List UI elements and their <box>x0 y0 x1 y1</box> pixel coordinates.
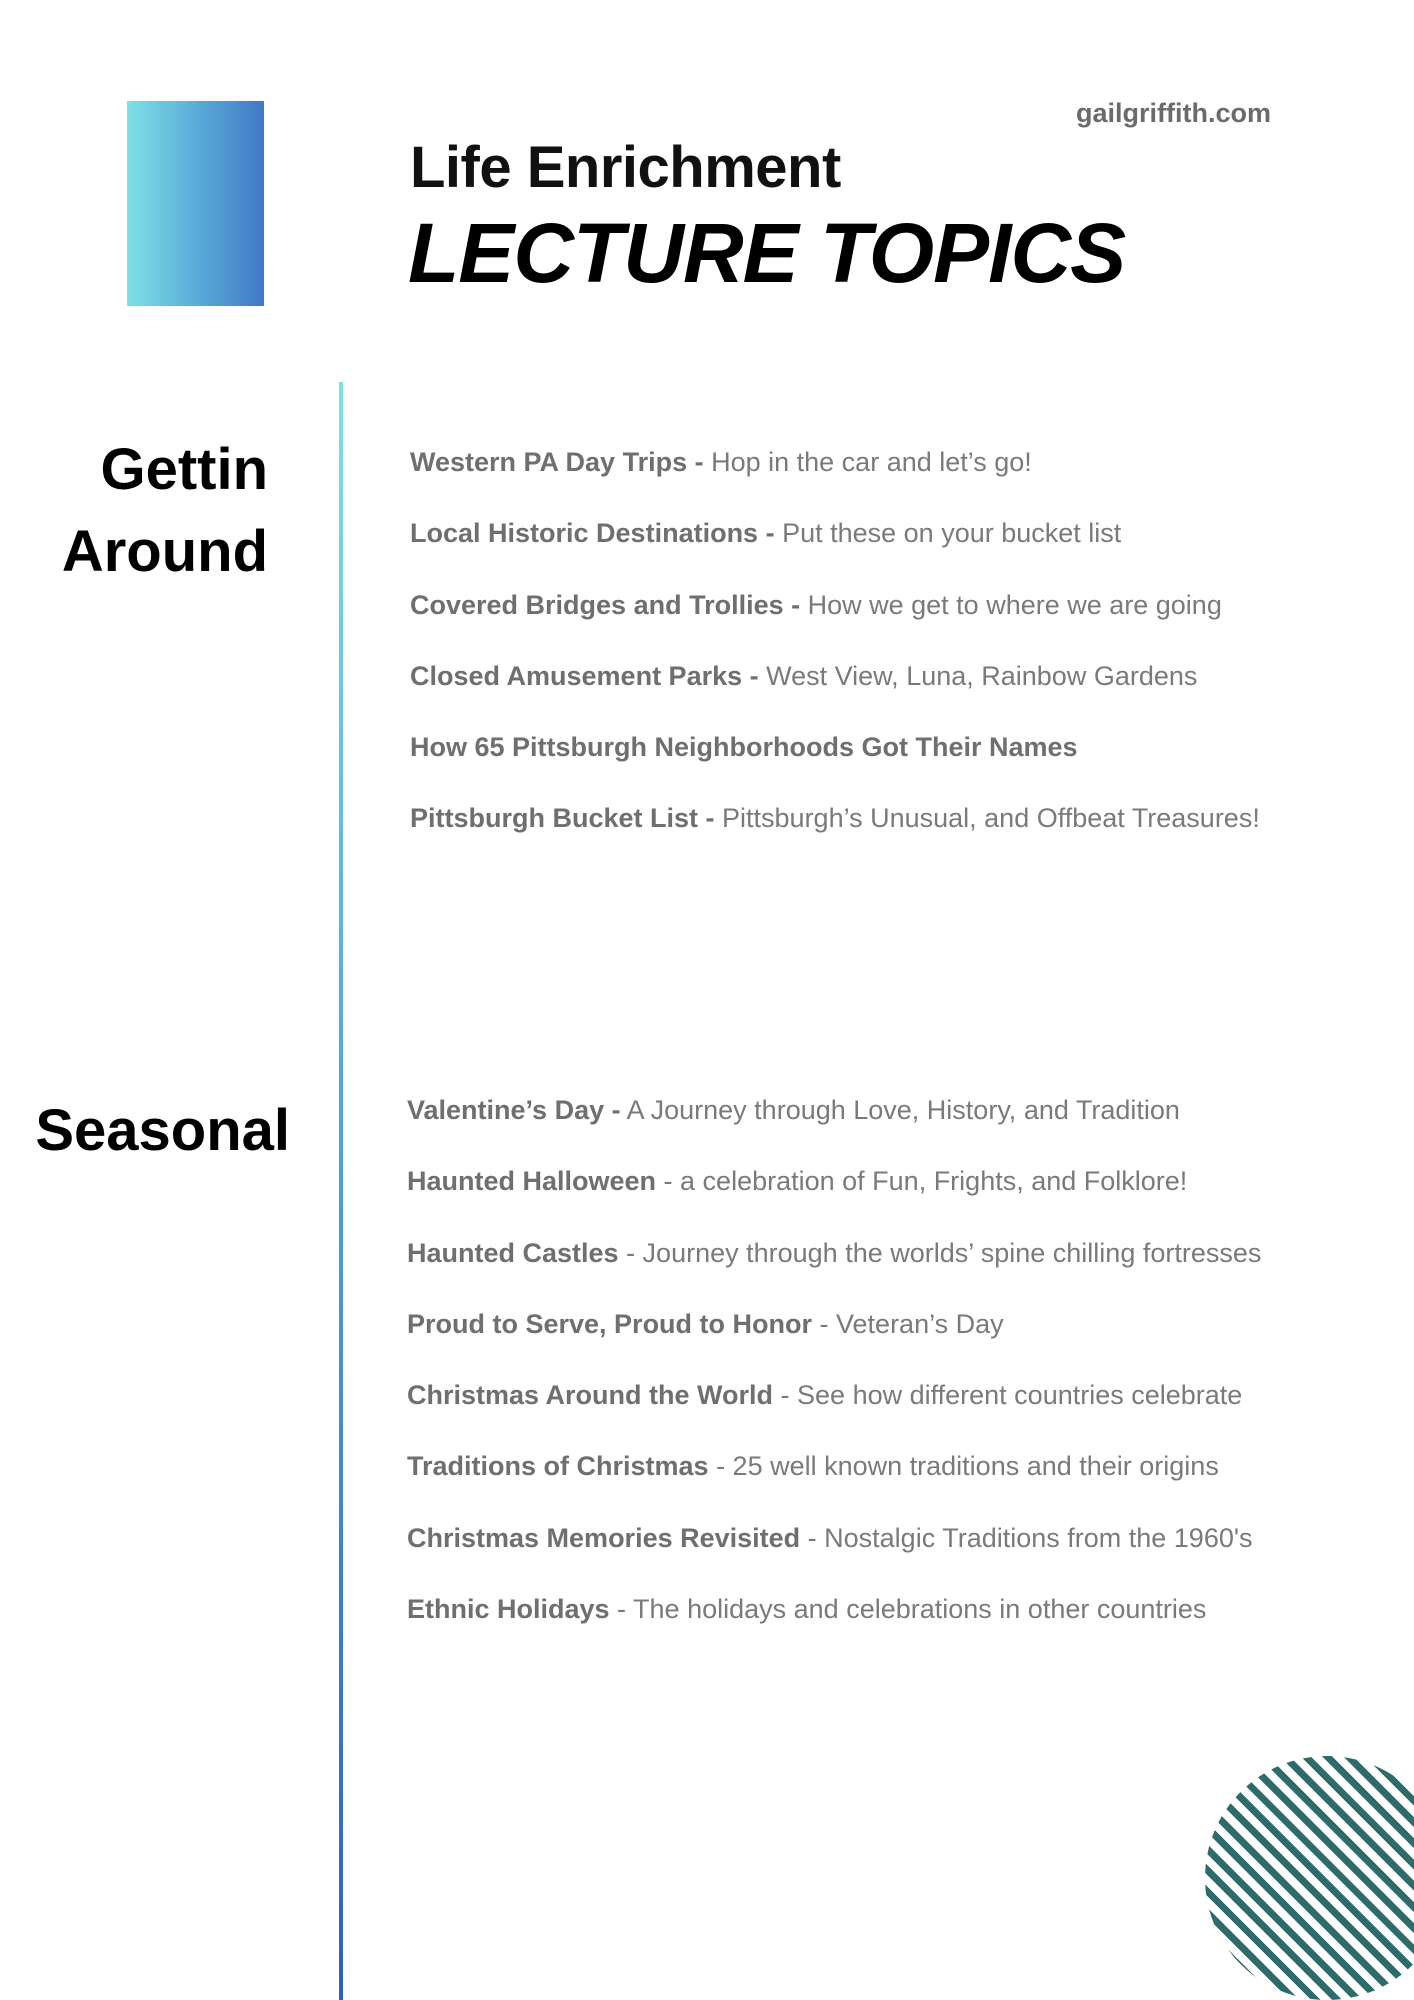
topic-item <box>410 800 1260 871</box>
topic-item <box>410 658 1260 729</box>
topic-item <box>407 1591 1261 1662</box>
title-lecture-topics: LECTURE TOPICS <box>408 206 1126 300</box>
topic-title: Christmas Memories Revisited <box>407 1522 801 1553</box>
section-title-line: Gettin <box>100 437 268 502</box>
topic-title: Valentine’s Day - <box>407 1095 621 1125</box>
topic-item <box>410 729 1260 800</box>
topic-description: - a celebration of Fun, Frights, and Folklore! <box>656 1166 1188 1197</box>
topic-item <box>407 1520 1261 1591</box>
topic-description: How we get to where we are going <box>800 589 1222 620</box>
topic-title: Western PA Day Trips - <box>410 447 704 477</box>
topic-item <box>407 1235 1261 1306</box>
topic-title: Traditions of Christmas <box>407 1451 709 1482</box>
topic-item <box>407 1448 1261 1519</box>
seasonal-topic-list <box>407 1092 1261 1662</box>
section-title-seasonal <box>20 1090 290 1172</box>
topic-item <box>407 1092 1261 1163</box>
topic-description: - 25 well known traditions and their origins <box>708 1451 1219 1482</box>
topic-description: - Nostalgic Traditions from the 1960's <box>800 1522 1253 1553</box>
topic-description: A Journey through Love, History, and Tradition <box>620 1095 1180 1125</box>
topic-description: Put these on your bucket list <box>774 518 1122 549</box>
topic-title: Covered Bridges and Trollies - <box>410 589 801 620</box>
section-title-line: Seasonal <box>35 1098 290 1163</box>
topic-title: Local Historic Destinations - <box>410 518 775 549</box>
topic-title: How 65 Pittsburgh Neighborhoods Got Their Names <box>410 732 1078 763</box>
section-title-gettin-around <box>20 429 268 593</box>
topic-item <box>407 1306 1261 1377</box>
title-life-enrichment: Life Enrichment <box>410 135 841 200</box>
striped-circle-decoration <box>1205 1756 1414 2000</box>
topic-item <box>407 1377 1261 1448</box>
topic-description: Hop in the car and let’s go! <box>703 447 1032 477</box>
topic-title: Haunted Castles <box>407 1237 619 1268</box>
topic-title: Closed Amusement Parks - <box>410 660 759 691</box>
topic-title: Haunted Halloween <box>407 1166 657 1197</box>
topic-item <box>407 1163 1261 1234</box>
topic-title: Ethnic Holidays <box>407 1594 610 1625</box>
topic-item <box>410 444 1260 515</box>
topic-description: - The holidays and celebrations in other countries <box>609 1594 1207 1625</box>
topic-item <box>410 587 1260 658</box>
topic-description: West View, Luna, Rainbow Gardens <box>758 660 1198 691</box>
topic-item <box>410 515 1260 586</box>
section-title-line: Around <box>61 519 268 584</box>
topic-title: Proud to Serve, Proud to Honor <box>407 1308 813 1339</box>
topic-description: - See how different countries celebrate <box>773 1380 1243 1411</box>
topic-title: Christmas Around the World <box>407 1380 774 1411</box>
topic-description: Pittsburgh’s Unusual, and Offbeat Treasures! <box>714 803 1260 834</box>
topic-description: - Veteran’s Day <box>812 1308 1004 1339</box>
website-url[interactable]: gailgriffith.com <box>1076 98 1271 128</box>
topic-description: - Journey through the worlds’ spine chilling fortresses <box>618 1237 1262 1268</box>
gettin-around-topic-list <box>410 444 1260 872</box>
vertical-divider <box>339 382 343 2000</box>
gradient-accent-block <box>127 101 264 306</box>
topic-title: Pittsburgh Bucket List - <box>410 803 715 834</box>
